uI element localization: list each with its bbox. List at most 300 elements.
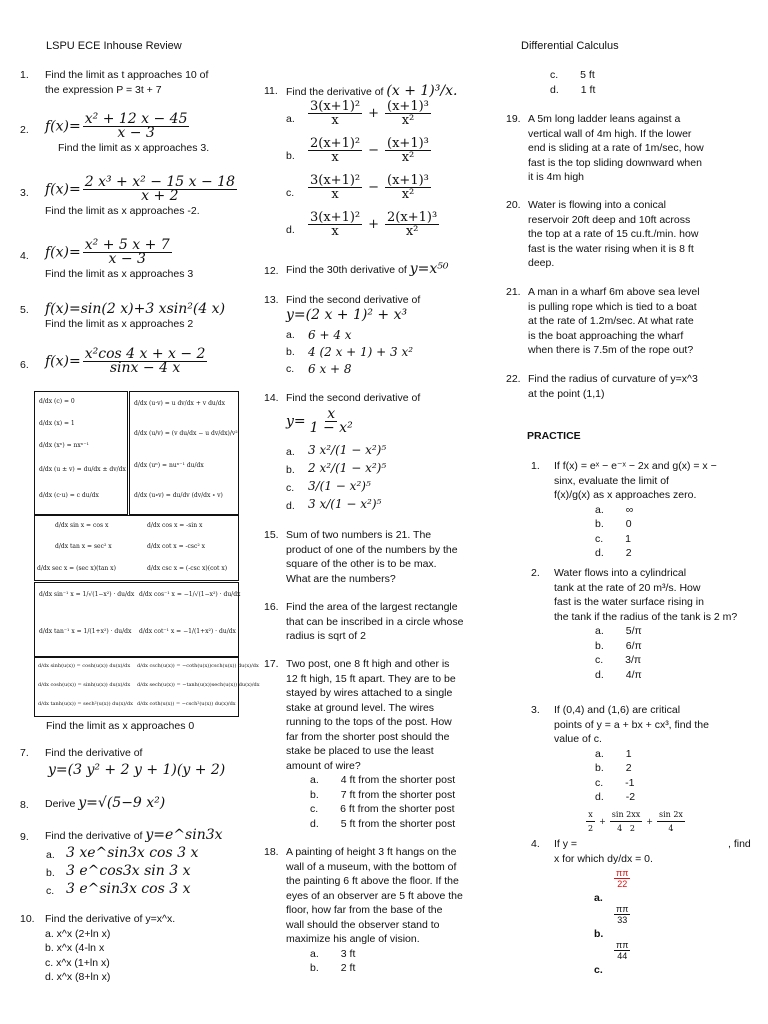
question-text: Find the second derivative of	[286, 392, 421, 404]
practice-heading: PRACTICE	[527, 430, 581, 442]
denominator: x²	[401, 150, 415, 165]
option-row	[595, 747, 751, 762]
numerator: x	[327, 405, 336, 422]
question-text: Find the limit as x approaches 3.	[58, 142, 210, 154]
denominator: x	[331, 150, 339, 165]
option: b. x^x (4-ln x	[45, 942, 105, 954]
option-value: 3/(1 − x²)⁵	[308, 479, 371, 493]
function-expression: y=(3 y² + 2 y + 1)(y + 2)	[48, 761, 226, 778]
question-10	[20, 912, 260, 985]
option-label: c.	[550, 69, 559, 81]
option-row	[595, 790, 751, 805]
question-text-line: Water flows into a cylindrical	[554, 567, 687, 579]
question-text: Find the second derivative of	[286, 294, 421, 306]
question-text: Find the limit as x approaches -2.	[45, 205, 200, 217]
formula: d/dx cos x = -sin x	[147, 522, 203, 529]
numerator: 2(x+1)²	[310, 136, 361, 151]
question-15	[264, 528, 490, 586]
option-value: 2	[625, 762, 632, 774]
question-text-line: the tank if the radius of the tank is 2 m?	[554, 610, 738, 623]
option-value: 5 ft	[580, 69, 595, 81]
option-label: d.	[550, 83, 559, 96]
question-text-line: 12 ft high, 15 ft apart. They are to be	[286, 672, 456, 685]
option-value: -1	[625, 776, 635, 789]
option-value: 4 (2 x + 1) + 3 x²	[308, 345, 414, 359]
denominator: x²	[401, 187, 415, 202]
question-text: the expression P = 3t + 7	[45, 83, 162, 96]
numerator: x² + 12 x − 45	[84, 111, 188, 127]
question-7	[20, 746, 260, 777]
question-text-line: end is sliding at a rate of 1m/sec, how	[528, 142, 704, 154]
numerator: (x+1)³	[387, 173, 429, 188]
formula: d/dx sech(u(x)) = −tanh(u(x))sech(u(x)) du(x)/dx	[137, 682, 260, 688]
numerator: 2(x+1)³	[387, 210, 438, 225]
formula: d/dx (uⁿ) = nuⁿ⁻¹ du/dx	[134, 462, 204, 469]
numerator: x²cos 4 x + x − 2	[84, 346, 206, 362]
question-6	[20, 348, 260, 375]
option-value: 5/π	[625, 625, 642, 637]
denominator: x	[331, 187, 339, 202]
question-18	[264, 845, 490, 976]
option-label: c.	[594, 964, 603, 976]
question-text-line: floor, how far from the base of the	[286, 904, 443, 916]
question-number: 4.	[20, 250, 29, 262]
option-label: a.	[310, 774, 319, 786]
practice-3	[531, 703, 751, 805]
formula-box-rules	[129, 391, 239, 515]
operator: −	[368, 179, 380, 195]
question-number: 3.	[20, 187, 29, 199]
formula: d/dx (x) = 1	[39, 420, 75, 427]
formula: d/dx tanh(u(x)) = sech²(u(x)) du(x)/dx	[38, 701, 133, 707]
numerator: ππ	[616, 904, 629, 914]
formula: d/dx (u ± v) = du/dx ± dv/dx	[39, 466, 126, 473]
formula: d/dx (xⁿ) = nxⁿ⁻¹	[39, 442, 89, 449]
option-label: c.	[286, 363, 295, 375]
question-options	[595, 503, 751, 561]
option-label: b.	[310, 962, 319, 974]
question-text-line: product of one of the numbers by the	[286, 543, 458, 556]
option-row	[310, 773, 490, 788]
option-label: b.	[594, 928, 604, 940]
denominator: x²	[405, 224, 419, 239]
numerator: 3(x+1)²	[310, 99, 361, 114]
formula: d/dx sinh(u(x)) = cosh(u(x)) du(x)/dx	[38, 663, 131, 669]
question-text-line: value of c.	[554, 733, 602, 745]
operator: +	[646, 817, 653, 826]
question-text-line: tank at the rate of 20 m³/s. How	[554, 581, 701, 594]
question-number: 4.	[531, 838, 540, 850]
question-text-line: the painting 6 ft above the floor. If the	[286, 875, 459, 887]
numerator: 3(x+1)²	[310, 210, 361, 225]
question-text: Derive	[45, 798, 76, 810]
question-text-block	[286, 528, 490, 586]
option-label: b.	[286, 346, 295, 358]
question-text-line: far from the shorter post should the	[286, 730, 450, 743]
denominator: 33	[617, 915, 628, 925]
fraction	[308, 174, 362, 201]
question-2	[20, 113, 260, 156]
numerator: x	[586, 808, 595, 822]
denominator: 1 − x²	[309, 419, 353, 436]
option-value: 3 x/(1 − x²)⁵	[308, 497, 382, 511]
question-text-line: is pulling rope which is tied to a boat	[528, 300, 697, 313]
option-value: 3/π	[625, 654, 642, 666]
question-number: 1.	[20, 69, 29, 81]
denominator	[615, 822, 637, 835]
operator: +	[368, 216, 380, 232]
numerator: (x+1)³	[387, 136, 429, 151]
denominator: x	[331, 113, 339, 128]
function-expression	[45, 113, 260, 140]
option-label: c.	[46, 885, 55, 897]
question-text-block	[528, 198, 752, 271]
question-number: 6.	[20, 359, 29, 371]
question-number: 10.	[20, 913, 35, 925]
option-value: 2	[625, 547, 632, 559]
option-value: ∞	[625, 503, 634, 516]
option-row	[310, 947, 490, 962]
option-value: 6 + 4 x	[308, 328, 352, 342]
option-row	[595, 532, 751, 547]
question-text-line: maximize his angle of vision.	[286, 933, 420, 945]
question-text-line: points of y = a + bx + cx³, find the	[554, 718, 709, 731]
formula: d/dx cos⁻¹ x = −1/√(1−x²) · du/dx	[139, 591, 241, 598]
question-text-line: square of the other is to be max.	[286, 558, 437, 570]
option-label: a.	[594, 892, 603, 904]
question-text-line: at the point (1,1)	[528, 387, 605, 400]
question-number: 5.	[20, 304, 29, 316]
option-label: d.	[595, 791, 604, 803]
function-expression: y=(2 x + 1)² + x³	[286, 306, 408, 323]
function-label: f(x)=	[45, 244, 81, 261]
question-text-line: Find the radius of curvature of y=x^3	[528, 373, 698, 385]
numerator: ππ	[616, 868, 629, 878]
option-label: b.	[286, 150, 295, 162]
formula: d/dx sin⁻¹ x = 1/√(1−x²) · du/dx	[39, 591, 135, 598]
question-text-line: is the boat approaching the wharf	[528, 329, 684, 342]
question-text-block	[528, 112, 752, 185]
option-value: 2 x²/(1 − x²)⁵	[308, 461, 387, 475]
fraction	[385, 137, 431, 164]
numerator: sin 2xx	[610, 808, 642, 822]
question-number: 16.	[264, 601, 279, 613]
formula: d/dx (c·u) = c du/dx	[39, 492, 99, 499]
option-label: c.	[286, 482, 295, 494]
option-label: d.	[286, 500, 295, 512]
option-row	[595, 761, 751, 776]
fraction	[385, 100, 431, 127]
formula: d/dx (c) = 0	[39, 398, 75, 405]
option-value: -2	[625, 791, 636, 803]
formula: d/dx sec x = (sec x)(tan x)	[37, 565, 116, 572]
question-text-line: deep.	[528, 257, 555, 269]
question-text-line: sinx, evaluate the limit of	[554, 474, 669, 487]
option: a. x^x (2+ln x)	[45, 927, 111, 940]
question-18-continued-options	[550, 68, 750, 97]
option-label: c.	[595, 532, 604, 545]
option-row	[310, 802, 490, 817]
denominator: x − 3	[108, 251, 146, 267]
option-label: b.	[286, 464, 295, 476]
option-value: 5 ft from the shorter post	[340, 817, 456, 830]
question-text-line: eyes of an observer are 5 ft above the	[286, 889, 463, 902]
question-number: 14.	[264, 392, 279, 404]
option-value: 6 x + 8	[308, 362, 352, 376]
fraction	[614, 940, 630, 961]
question-options	[595, 747, 751, 805]
question-4	[20, 239, 260, 282]
question-text-line: A man in a wharf 6m above sea level	[528, 286, 700, 298]
option-label: a.	[310, 947, 319, 960]
option-label: c.	[595, 776, 604, 789]
numerator: 2 x³ + x² − 15 x − 18	[84, 174, 235, 190]
option-label: b.	[595, 518, 604, 530]
question-text: Find the limit as t approaches 10 of	[45, 69, 209, 81]
option-row	[595, 624, 751, 639]
operator: +	[368, 105, 380, 121]
formula: d/dx csch(u(x)) = −coth(u(x))csch(u(x)) du(x)/dx	[137, 663, 259, 669]
option-value: 2 ft	[340, 962, 356, 974]
option-value: 1	[625, 532, 632, 545]
question-text: , find	[728, 838, 751, 850]
formula: d/dx (u∘v) = du/dv (dv/dx ∘ v)	[134, 492, 223, 499]
practice-2	[531, 566, 751, 682]
question-options	[310, 773, 490, 831]
operator: −	[368, 142, 380, 158]
question-text-line: wall should the observer stand to	[286, 918, 440, 931]
question-text-line: amount of wire?	[286, 759, 361, 772]
function-expression	[286, 405, 504, 436]
formula: d/dx sin x = cos x	[55, 522, 109, 529]
question-number: 9.	[20, 831, 29, 843]
function-expression	[45, 239, 260, 266]
question-21	[506, 285, 752, 358]
option-label: a.	[286, 446, 295, 458]
equation-expression	[584, 808, 687, 835]
denominator: x	[331, 224, 339, 239]
question-number: 19.	[506, 113, 521, 125]
question-13	[264, 293, 504, 322]
numerator: 3(x+1)²	[310, 173, 361, 188]
function-expression: y=x⁵⁰	[409, 261, 449, 277]
question-text-line: stake at ground level. The wires	[286, 701, 435, 714]
question-number: 2.	[20, 124, 29, 136]
question-text-block	[286, 845, 490, 947]
question-number: 18.	[264, 846, 279, 858]
option-label: d.	[595, 547, 604, 559]
question-text-block	[554, 703, 751, 747]
question-number: 3.	[531, 704, 540, 716]
option-value: 1 ft	[580, 83, 596, 96]
question-number: 8.	[20, 799, 29, 811]
option-label: b.	[595, 762, 604, 774]
question-text-line: when there is 7.5m of the rope out?	[528, 344, 694, 356]
option-value: 4/π	[625, 668, 642, 681]
doc-header-right: Differential Calculus	[521, 40, 619, 52]
question-text-block	[528, 372, 752, 401]
option-label: b.	[46, 867, 55, 879]
question-text: Find the derivative of y=x^x.	[45, 913, 176, 925]
option-row	[595, 653, 751, 668]
option-value	[306, 174, 433, 201]
question-number: 21.	[506, 286, 521, 298]
option-label: a.	[595, 747, 604, 760]
function-label: f(x)=	[45, 353, 81, 370]
option-value: 3 e^sin3x cos 3 x	[66, 881, 191, 897]
option-row	[550, 83, 750, 98]
question-19	[506, 112, 752, 185]
question-number: 7.	[20, 747, 29, 759]
option-value: 3 x²/(1 − x²)⁵	[308, 443, 387, 457]
question-text-line: Sum of two numbers is 21. The	[286, 529, 432, 541]
question-5	[20, 302, 260, 331]
option: d. x^x (8+ln x)	[45, 971, 111, 983]
fraction	[385, 174, 431, 201]
formula: d/dx tan x = sec² x	[55, 543, 112, 550]
numerator: (x+1)³	[387, 99, 429, 114]
question-20	[506, 198, 752, 271]
question-text-line: Find the area of the largest rectangle	[286, 601, 458, 613]
question-14	[264, 391, 504, 435]
option-value	[306, 100, 433, 127]
question-text: Find the derivative of	[45, 747, 143, 759]
function-expression: f(x)=sin(2 x)+3 xsin²(4 x)	[45, 301, 226, 317]
option-row	[595, 776, 751, 791]
option-row	[595, 668, 751, 683]
question-text-line: A 5m long ladder leans against a	[528, 113, 681, 125]
option-value	[306, 211, 441, 238]
option-label: c.	[310, 803, 319, 815]
question-text: Find the derivative of	[286, 86, 384, 98]
denominator: sinx − 4 x	[109, 360, 181, 376]
question-text-line: stake be placed to use the least	[286, 745, 434, 757]
option-label: a.	[595, 503, 604, 516]
question-text-line: fast is the water rising when it is 8 ft	[528, 242, 694, 255]
formula-box-basic	[34, 391, 128, 515]
question-text: Find the derivative of	[45, 830, 143, 842]
numerator: x² + 5 x + 7	[84, 237, 170, 253]
fraction	[385, 211, 439, 238]
question-text-line: Water is flowing into a conical	[528, 199, 666, 211]
question-number: 13.	[264, 294, 279, 306]
question-22	[506, 372, 752, 401]
fraction	[308, 100, 362, 127]
option-row	[595, 639, 751, 654]
option: c. x^x (1+ln x)	[45, 956, 110, 969]
question-text-line: radius is sqrt of 2	[286, 630, 366, 642]
formula: d/dx (u/v) = (v du/dx − u dv/dx)/v²	[134, 430, 238, 437]
question-text: Find the 30th derivative of	[286, 264, 407, 276]
question-text-block	[528, 285, 752, 358]
option-value: 6/π	[625, 639, 642, 652]
denominator: x²	[401, 113, 415, 128]
numerator: sin 2x	[657, 808, 685, 822]
question-text-line: at the rate of 1.2m/sec. At what rate	[528, 315, 694, 327]
fraction	[614, 904, 630, 925]
question-17	[264, 657, 490, 831]
denominator: 22	[617, 879, 628, 889]
question-text-line: running to the tops of the post. How	[286, 716, 452, 728]
formula: d/dx cot⁻¹ x = −1/(1+x²) · du/dx	[139, 628, 236, 635]
option-row	[595, 546, 751, 561]
question-text: Find the limit as x approaches 2	[45, 317, 194, 330]
question-number: 12.	[264, 265, 279, 277]
question-8	[20, 796, 260, 812]
question-text-line: A painting of height 3 ft hangs on the	[286, 846, 457, 858]
question-text-block	[554, 459, 751, 503]
question-text-block	[286, 600, 490, 644]
numerator: ππ	[616, 940, 629, 950]
question-text-line: stayed by wires attached to a single	[286, 687, 453, 699]
question-number: 11.	[264, 85, 278, 97]
formula: d/dx tan⁻¹ x = 1/(1+x²) · du/dx	[39, 628, 132, 635]
denominator-part: 4	[617, 824, 623, 833]
question-text: x for which dy/dx = 0.	[554, 853, 653, 865]
option-value: 4 ft from the shorter post	[340, 774, 456, 786]
question-text-line: fast is the water surface rising in	[554, 596, 704, 608]
fraction	[308, 137, 362, 164]
denominator: x − 3	[117, 125, 155, 141]
formula: d/dx coth(u(x)) = −csch²(u(x)) du(x)/dx	[137, 701, 236, 707]
denominator-part: 2	[629, 824, 635, 833]
function-label: y=	[286, 413, 306, 429]
option-value: 3 ft	[340, 947, 356, 960]
option-label: a.	[595, 625, 604, 637]
practice-1	[531, 459, 751, 561]
question-text-line: f(x)/g(x) as x approaches zero.	[554, 489, 697, 501]
option-label: d.	[286, 224, 295, 236]
option-label: d.	[310, 817, 319, 830]
option-value: 7 ft from the shorter post	[340, 788, 456, 801]
denominator: 4	[668, 824, 674, 833]
option-value: 3 xe^sin3x cos 3 x	[66, 845, 199, 861]
question-number: 2.	[531, 567, 540, 579]
option-row	[595, 517, 751, 532]
formula: d/dx cosh(u(x)) = sinh(u(x)) du(x)/dx	[38, 682, 131, 688]
question-text-line: What are the numbers?	[286, 572, 396, 585]
option-label: c.	[286, 187, 295, 199]
option-value	[306, 137, 433, 164]
denominator: x + 2	[141, 188, 179, 204]
question-11	[264, 84, 504, 100]
question-12	[264, 262, 504, 278]
formula: d/dx csc x = (-csc x)(cot x)	[147, 565, 228, 572]
question-text-line: If (0,4) and (1,6) are critical	[554, 704, 681, 716]
question-text-line: Two post, one 8 ft high and other is	[286, 658, 450, 670]
option-value: 0	[625, 518, 632, 530]
question-text-block	[286, 657, 490, 773]
fraction	[614, 868, 630, 889]
option-label: b.	[595, 639, 604, 652]
function-expression: y=√(5−9 x²)	[78, 795, 166, 811]
function-expression	[45, 176, 260, 203]
function-expression: y=e^sin3x	[145, 827, 223, 843]
question-number: 17.	[264, 658, 279, 670]
option-value: 3 e^cos3x sin 3 x	[66, 863, 191, 879]
question-text: Find the limit as x approaches 0	[46, 720, 195, 732]
question-3	[20, 176, 260, 219]
denominator: 44	[617, 951, 628, 961]
function-label: f(x)=	[45, 118, 81, 135]
question-options	[595, 624, 751, 682]
formula-box-hyperbolic	[34, 657, 260, 717]
question-text: Find the limit as x approaches 3	[45, 268, 194, 280]
option-row	[310, 817, 490, 832]
question-number: 15.	[264, 529, 279, 541]
function-expression	[45, 348, 260, 375]
question-text-line: reservoir 20ft deep and 10ft across	[528, 213, 691, 226]
